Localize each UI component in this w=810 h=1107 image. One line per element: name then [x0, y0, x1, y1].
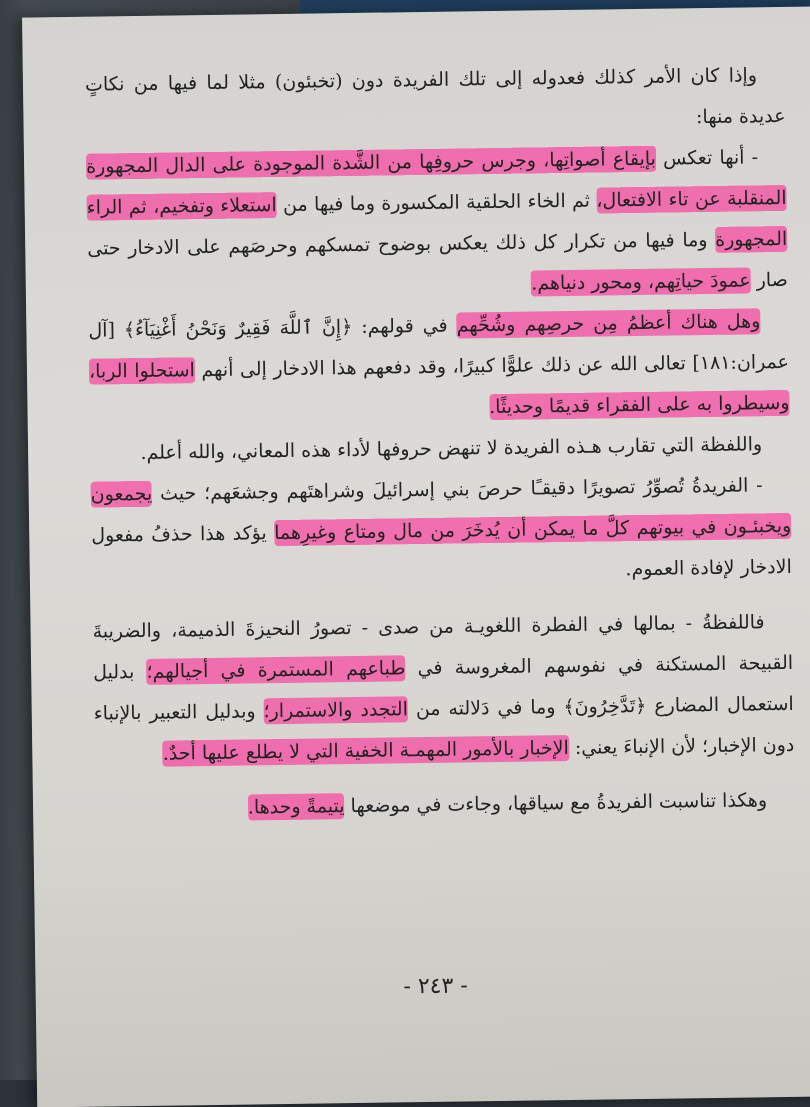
- paragraph-intro: [85, 55, 786, 147]
- body-text: وإذا كان الأمر كذلك فعدوله إلى تلك الفريدة دون (تخبئون) مثلا لما فيها من نكاتٍ عديدة منها:: [84, 64, 786, 129]
- paragraph-conclusion: [95, 780, 796, 831]
- body-text: وهكذا تناسبت الفريدةُ مع سياقها، وجاءت في موضعها: [344, 789, 768, 818]
- body-text: واللفظة التي تقارب هـذه الفريدة لا تنهض حروفها لأداء هذه المعاني، والله أعلم.: [140, 433, 763, 464]
- highlighted-text: بإيقاع أصواتِها، وجرس حروفِها من الشَّدة الموجودة على الدال المجهورة المنقلبة عن تاء الافتعال،: [85, 147, 787, 212]
- highlighted-text: التجدد والاستمرار؛: [263, 698, 409, 723]
- paragraph-word-analysis: [92, 602, 794, 776]
- highlighted-text: طباعهم المستمرة في أجيالهم؛: [146, 657, 406, 683]
- body-text: بدليل استعمال المضارع ﴿تَدَّخِرُونَ﴾ وما في دَلالته من: [93, 660, 794, 721]
- book-page: [22, 6, 810, 1107]
- highlighted-text: الإخبار بالأمور المهمـة الخفية التي لا يطلع عليها أحدٌ.: [162, 737, 569, 765]
- highlighted-text: عمودَ حياتِهم، ومحور دنياهم.: [531, 269, 751, 295]
- body-text: - أنها تعكس: [655, 146, 759, 170]
- body-text: في قولهم: ﴿إِنَّ ٱللَّهَ فَقِيرٌ وَنَحْنُ أَغْنِيَآءُ﴾ [آل عمران:١٨١] تعالى الله عن ذلك علوًّا كبيرًا، وقد دفعهم هذا الادخار إلى أنهم: [88, 314, 790, 382]
- body-text: وما فيها من تكرار كل ذلك يعكس بوضوح تمسكهم وحرصَهم على الادخار حتى صار: [87, 228, 788, 292]
- body-text: ثم الخاء الحلقية المكسورة وما فيها من: [276, 189, 597, 217]
- paragraph-greed-quote: [88, 301, 790, 434]
- body-text: يؤكد هذا حذفُ مفعول الادخار لإفادة العموم.: [91, 522, 792, 581]
- page-text: [85, 55, 796, 831]
- paragraph-depiction: [90, 465, 792, 598]
- highlighted-text: استحلوا الربا، وسيطروا به على الفقراء قديمًا وحديثًا.: [88, 359, 790, 419]
- body-text: وبدليل التعبير بالإنباء دون الإخبار؛ لأن الإنباءَ يعني:: [93, 700, 795, 760]
- highlighted-text: استعلاء وتفخيم، ثم الراء المجهورة: [86, 194, 788, 251]
- highlighted-text: وهل هناك أعظمُ مِن حرصِهم وشُحِّهم: [456, 310, 761, 337]
- highlighted-text: يجمعون ويخبئـون في بيوتهم كلَّ ما يمكن أن يُدخَرَ من مال ومتاع وغيرِهما: [90, 482, 792, 545]
- paragraph-sound-reflection: [86, 137, 788, 311]
- body-text: فاللفظةُ - بمالها في الفطرة اللغويـة من صدى - تصورُ النحيزةَ الذميمة، والضريبةَ القبيحة المستكنة في نفوسهم المغروسة في: [92, 611, 794, 680]
- highlighted-text: يتيمةً وحدها.: [247, 795, 345, 819]
- page-number: - ٢٤٣ -: [403, 973, 468, 1000]
- body-text: - الفريدةُ تُصوِّرُ تصويرًا دقيقـًا حرصَ بني إسرائيلَ وشراهتَهم وجشعَهم؛ حيث: [152, 474, 763, 505]
